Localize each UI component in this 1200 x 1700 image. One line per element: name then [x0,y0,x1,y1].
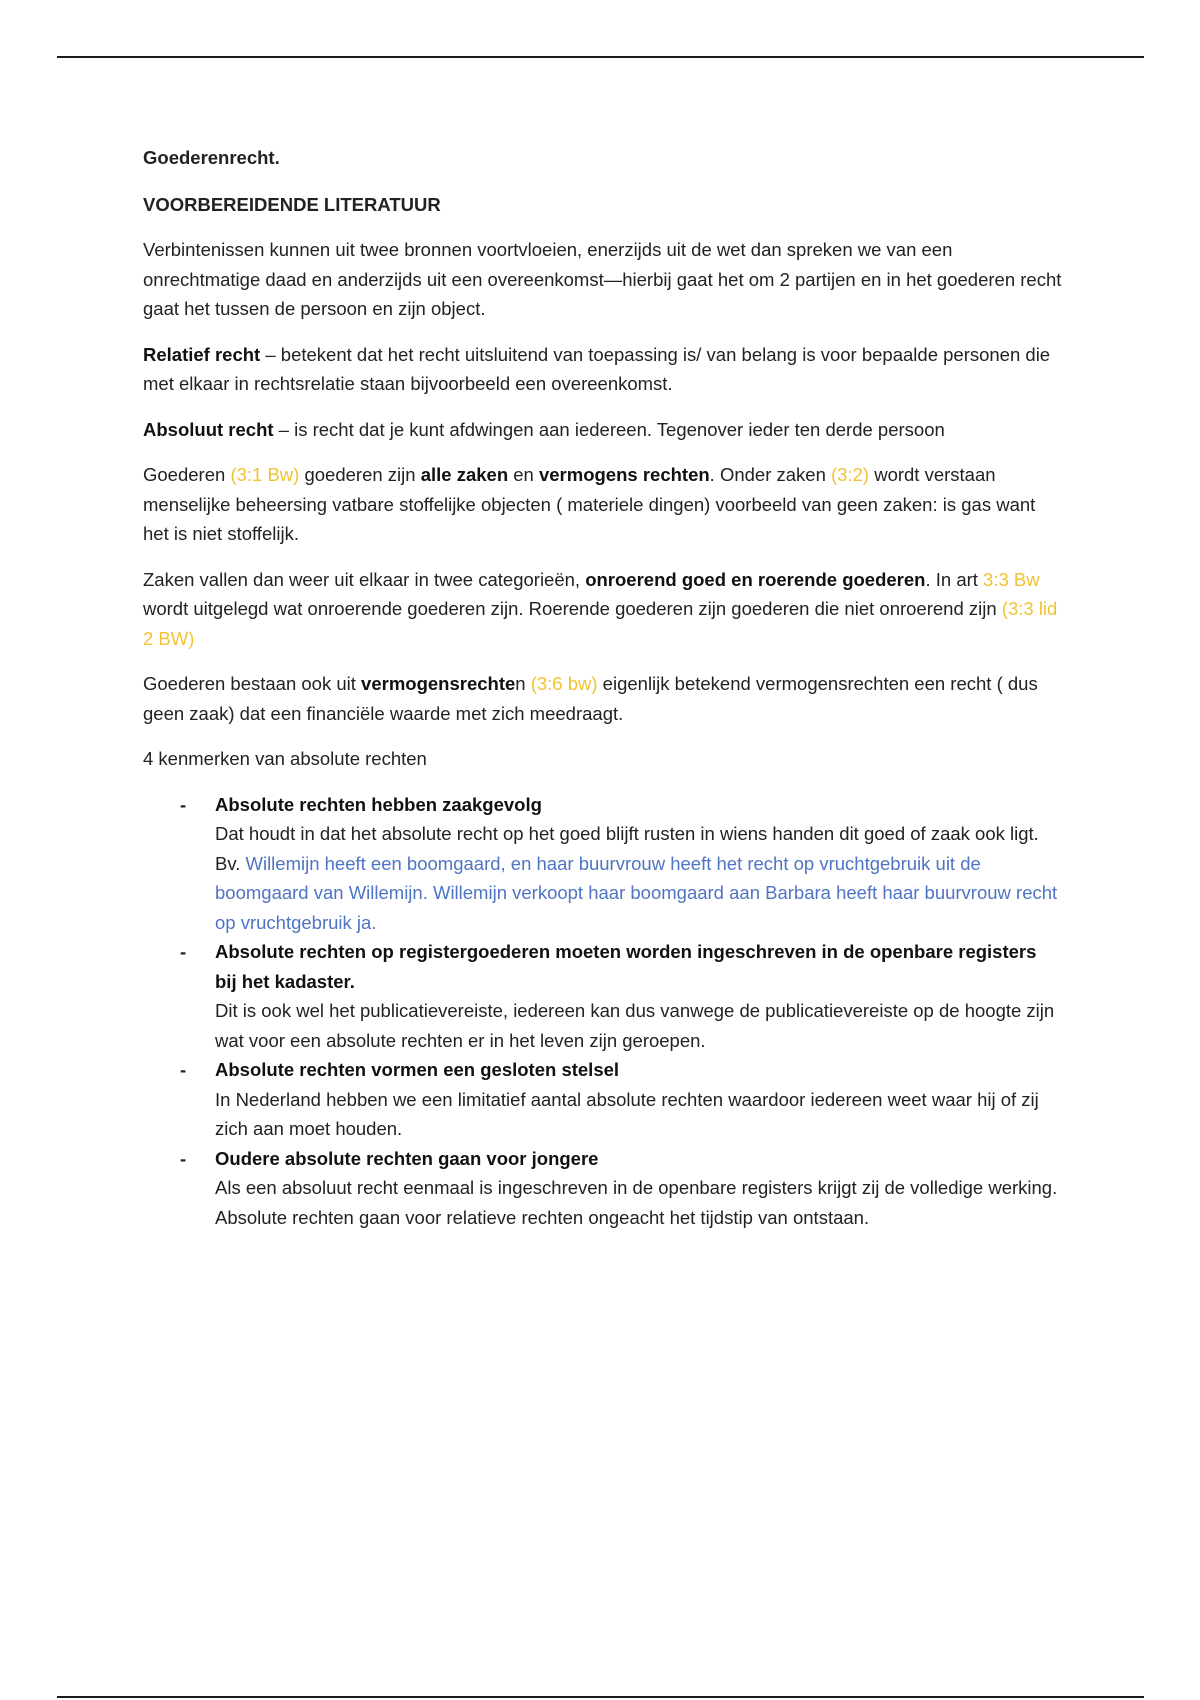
law-reference: (3:2) [831,464,870,485]
text-run: Dat houdt in dat het absolute recht op het goed blijft rusten in wiens handen dit goed of zaak ook ligt. Bv. [215,823,1039,874]
header-rule [57,56,1144,58]
definition-text: – is recht dat je kunt afdwingen aan iedereen. Tegenover ieder ten derde persoon [273,418,945,440]
term-absoluut-recht: Absoluut recht [143,418,274,440]
bullet-dash: - [180,793,187,815]
kenmerk-heading: Absolute rechten hebben zaakgevolg [215,793,542,815]
list-item [180,937,1063,1055]
text-run: Zaken vallen dan weer uit elkaar in twee categorieën, [143,568,586,590]
text-run: eigenlijk betekend vermogensrechten een recht ( dus geen zaak) dat een financiële waarde met zich meedraagt. [143,673,1038,724]
kenmerk-heading: Oudere absolute rechten gaan voor jongere [215,1147,599,1169]
paragraph-goederen [143,460,1063,549]
text-run: . Onder zaken [709,464,832,485]
law-reference: (3:3 lid 2 BW) [143,598,1058,649]
footer-rule [57,1696,1144,1698]
paragraph-vermogensrechten [143,669,1063,728]
document-title: Goederenrecht. [143,147,280,168]
kenmerken-intro: 4 kenmerken van absolute rechten [143,748,427,769]
list-item [180,790,1063,938]
text-run: n [515,673,531,694]
bold-term: onroerend goed en roerende goederen [585,568,926,590]
text-run: . In art [925,568,984,590]
law-reference: (3:1 Bw) [230,464,300,485]
bold-term: vermogensrechte [361,673,516,694]
kenmerk-text: In Nederland hebben we een limitatief aantal absolute rechten waardoor iedereen weet waar hij of zij zich aan moet houden. [215,1088,1039,1139]
kenmerk-text [215,819,1063,937]
bullet-dash: - [180,1059,187,1080]
paragraph-verbintenissen: Verbintenissen kunnen uit twee bronnen voortvloeien, enerzijds uit de wet dan spreken we van een onrechtmatige daad en anderzijds uit een overeenkomst—hierbij gaat het om 2 partijen en in het goederen recht gaat het tussen de persoon en zijn object. [143,239,1062,319]
kenmerk-text: Als een absoluut recht eenmaal is ingeschreven in de openbare registers krijgt zij de volledige werking. Absolute rechten gaan voor relatieve rechten ongeacht het tijdstip van ontstaan. [215,1177,1058,1228]
text-run: goederen zijn [299,464,421,485]
paragraph-zaken [143,565,1063,654]
text-run: wordt uitgelegd wat onroerende goederen zijn. Roerende goederen zijn goederen die niet onroerend zijn [143,598,1002,619]
list-item [180,1055,1063,1144]
paragraph-relatief-recht [143,340,1063,399]
list-item [180,1144,1063,1233]
document-body [143,143,1063,1232]
text-run: wordt verstaan menselijke beheersing vatbare stoffelijke objecten ( materiele dingen) voorbeeld van geen zaken: is gas want het is niet stoffelijk. [143,464,1036,544]
kenmerk-text: Dit is ook wel het publicatievereiste, iedereen kan dus vanwege de publicatievereiste op de hoogte zijn wat voor een absolute rechten er in het leven zijn geroepen. [215,1000,1055,1051]
bold-term: alle zaken [420,464,509,485]
text-run: en [508,464,539,485]
bullet-dash: - [180,1147,187,1169]
paragraph-absoluut-recht [143,415,1063,445]
kenmerk-heading: Absolute rechten vormen een gesloten stelsel [215,1059,620,1080]
bold-term: vermogens rechten [538,464,710,485]
bullet-dash: - [180,941,187,962]
text-run: Goederen [143,464,231,485]
law-reference: (3:6 bw) [530,673,598,694]
text-run: Goederen bestaan ook uit [143,673,362,694]
term-relatief-recht: Relatief recht [143,343,261,365]
section-heading: VOORBEREIDENDE LITERATUUR [143,193,441,215]
kenmerk-heading: Absolute rechten op registergoederen moeten worden ingeschreven in de openbare registers bij het kadaster. [215,941,1037,992]
law-reference: 3:3 Bw [983,568,1040,590]
example-text: Willemijn heeft een boomgaard, en haar buurvrouw heeft het recht op vruchtgebruik uit de boomgaard van Willemijn. Willemijn verkoopt haar boomgaard aan Barbara heeft haar buurvrouw recht op vruchtgebruik ja. [215,852,1058,933]
definition-text: – betekent dat het recht uitsluitend van toepassing is/ van belang is voor bepaalde personen die met elkaar in rechtsrelatie staan bijvoorbeeld een overeenkomst. [143,343,1051,394]
kenmerken-list [143,790,1063,1233]
